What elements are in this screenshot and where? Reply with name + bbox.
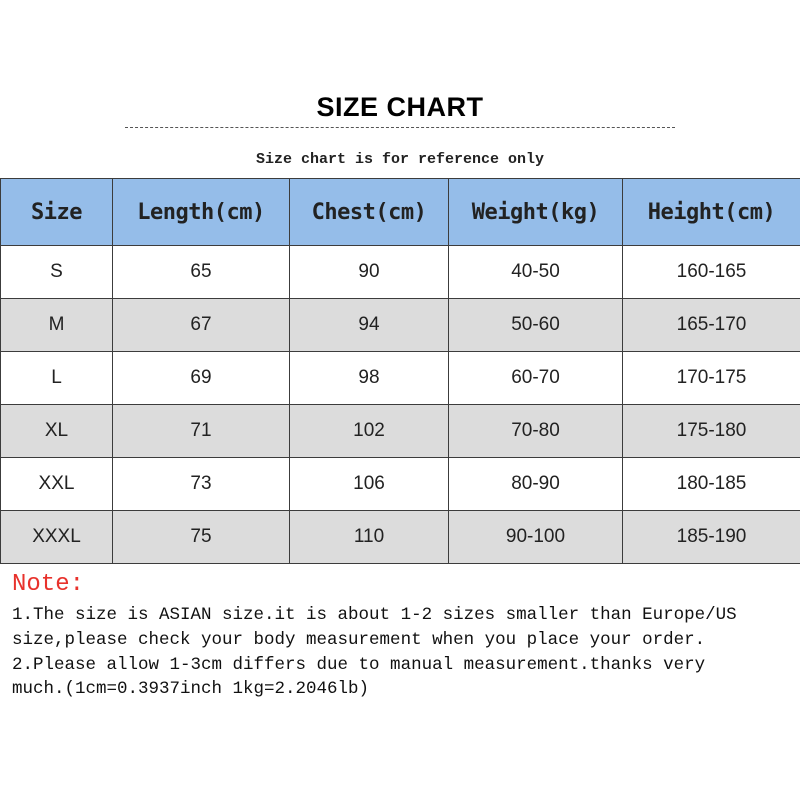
header-length: Length(cm) bbox=[113, 179, 290, 246]
note-line: 2.Please allow 1-3cm differs due to manual measurement.thanks very bbox=[12, 655, 706, 675]
cell-size: XXXL bbox=[1, 511, 113, 564]
cell-chest: 102 bbox=[290, 405, 449, 458]
table-row bbox=[1, 511, 800, 564]
table-header-row bbox=[1, 179, 800, 246]
cell-chest: 90 bbox=[290, 246, 449, 299]
cell-length: 67 bbox=[113, 299, 290, 352]
note-line: 1.The size is ASIAN size.it is about 1-2 sizes smaller than Europe/US bbox=[12, 605, 737, 625]
cell-height: 170-175 bbox=[623, 352, 800, 405]
header-weight: Weight(kg) bbox=[449, 179, 623, 246]
cell-weight: 60-70 bbox=[449, 352, 623, 405]
header-size: Size bbox=[1, 179, 113, 246]
cell-chest: 98 bbox=[290, 352, 449, 405]
dashed-divider bbox=[125, 127, 675, 128]
cell-chest: 94 bbox=[290, 299, 449, 352]
cell-height: 185-190 bbox=[623, 511, 800, 564]
cell-length: 65 bbox=[113, 246, 290, 299]
cell-height: 165-170 bbox=[623, 299, 800, 352]
cell-size: S bbox=[1, 246, 113, 299]
table-row bbox=[1, 405, 800, 458]
cell-height: 180-185 bbox=[623, 458, 800, 511]
cell-size: XL bbox=[1, 405, 113, 458]
page-subtitle: Size chart is for reference only bbox=[255, 151, 545, 168]
cell-weight: 70-80 bbox=[449, 405, 623, 458]
header-chest: Chest(cm) bbox=[290, 179, 449, 246]
cell-chest: 110 bbox=[290, 511, 449, 564]
cell-weight: 50-60 bbox=[449, 299, 623, 352]
page-title: SIZE CHART bbox=[316, 92, 484, 122]
cell-length: 75 bbox=[113, 511, 290, 564]
cell-size: M bbox=[1, 299, 113, 352]
cell-height: 175-180 bbox=[623, 405, 800, 458]
cell-weight: 40-50 bbox=[449, 246, 623, 299]
cell-length: 69 bbox=[113, 352, 290, 405]
table-row bbox=[1, 352, 800, 405]
table-row bbox=[1, 458, 800, 511]
note-line: much.(1cm=0.3937inch 1kg=2.2046lb) bbox=[12, 679, 370, 699]
cell-length: 71 bbox=[113, 405, 290, 458]
note-label: Note: bbox=[12, 571, 85, 598]
cell-size: XXL bbox=[1, 458, 113, 511]
cell-height: 160-165 bbox=[623, 246, 800, 299]
cell-length: 73 bbox=[113, 458, 290, 511]
table-row bbox=[1, 299, 800, 352]
size-table bbox=[0, 178, 800, 564]
cell-weight: 90-100 bbox=[449, 511, 623, 564]
cell-size: L bbox=[1, 352, 113, 405]
cell-weight: 80-90 bbox=[449, 458, 623, 511]
header-height: Height(cm) bbox=[623, 179, 800, 246]
table-row bbox=[1, 246, 800, 299]
cell-chest: 106 bbox=[290, 458, 449, 511]
note-line: size,please check your body measurement when you place your order. bbox=[12, 630, 706, 650]
